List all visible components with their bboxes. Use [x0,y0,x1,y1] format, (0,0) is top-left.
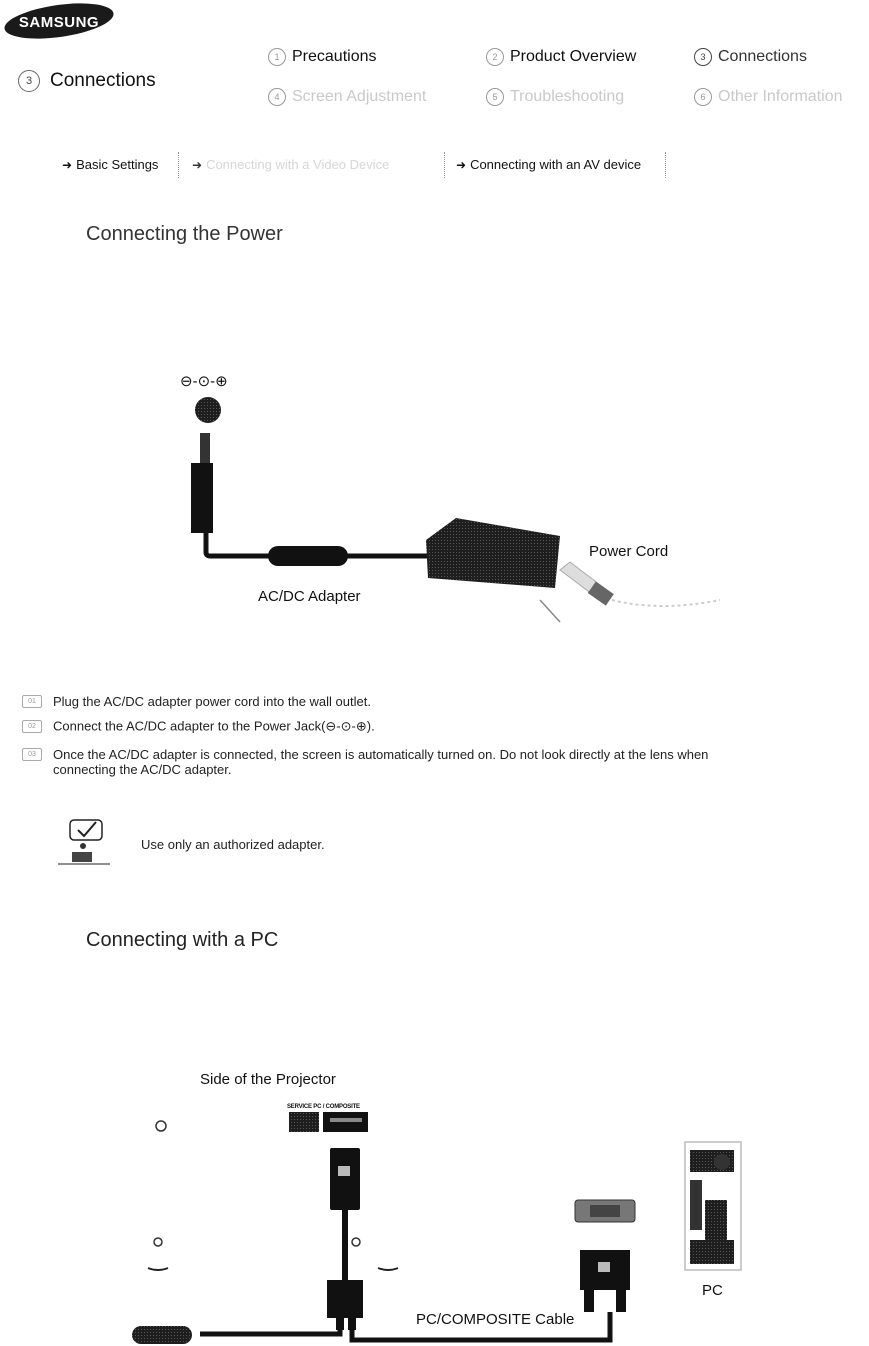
nav-other-information[interactable] [694,88,843,106]
nav-connections[interactable] [694,48,807,66]
ferrite-core [268,546,348,566]
arrow-icon: ➜ [62,157,73,172]
plug-body [191,463,213,533]
port-label: SERVICE PC / COMPOSITE [287,1104,360,1110]
nav-number-icon: 3 [694,48,712,66]
nav-precautions[interactable] [268,48,377,66]
plug-tip [200,433,210,463]
step-1 [22,693,371,709]
nav-label: Other Information [718,88,843,105]
step-number-icon: 01 [22,695,42,708]
nav-label: Connections [718,48,807,65]
step-number-icon: 03 [22,748,42,761]
nav-label: Product Overview [510,48,637,65]
nav-number-icon: 4 [268,88,286,106]
power-jack-icon [195,397,221,423]
step-number-icon: 02 [22,720,42,733]
nav-number-icon: 2 [486,48,504,66]
arrow-icon: ➜ [456,157,467,172]
adapter-label: AC/DC Adapter [258,588,361,605]
breadcrumb-av-device[interactable] [456,157,641,172]
pc-label: PC [702,1282,723,1299]
nav-number-icon: 6 [694,88,712,106]
breadcrumb-divider [444,152,446,178]
nav-number-icon: 5 [486,88,504,106]
section-title: Connections [50,70,156,91]
adapter-brick [426,518,560,588]
brand-text: SAMSUNG [18,14,100,31]
nav-label: Screen Adjustment [292,88,427,105]
breadcrumb-basic-settings[interactable] [62,157,158,172]
nav-label: Precautions [292,48,377,65]
breadcrumb-video-device[interactable] [192,157,389,172]
projector-side-label: Side of the Projector [200,1071,336,1088]
power-heading: Connecting the Power [86,223,283,245]
pc-heading: Connecting with a PC [86,929,279,951]
step-text-continuation: connecting the AC/DC adapter. [53,762,232,778]
nav-troubleshooting[interactable] [486,88,624,106]
breadcrumb-label: Connecting with a Video Device [206,157,390,172]
arrow-icon: ➜ [192,157,203,172]
samsung-logo [3,3,115,39]
step-text: Once the AC/DC adapter is connected, the screen is automatically turned on. Do not look directly at the lens when [53,747,709,763]
cable-label: PC/COMPOSITE Cable [416,1311,575,1328]
nav-product-overview[interactable] [486,48,636,66]
nav-screen-adjustment[interactable] [268,88,426,106]
step-text: Connect the AC/DC adapter to the Power Jack(⊖-⊙-⊕). [53,718,375,734]
breadcrumb-divider [178,152,180,178]
nav-number-icon: 1 [268,48,286,66]
polarity-symbol: ⊖-⊙-⊕ [180,373,228,390]
breadcrumb-label: Connecting with an AV device [470,157,642,172]
note-text: Use only an authorized adapter. [141,837,325,852]
step-3 [22,746,708,777]
step-2 [22,718,375,735]
breadcrumb-label: Basic Settings [76,157,159,172]
nav-label: Troubleshooting [510,88,625,105]
section-number-icon: 3 [18,70,40,92]
step-text: Plug the AC/DC adapter power cord into the wall outlet. [53,694,371,710]
power-cord-label: Power Cord [589,543,669,560]
breadcrumb-divider [665,152,667,178]
